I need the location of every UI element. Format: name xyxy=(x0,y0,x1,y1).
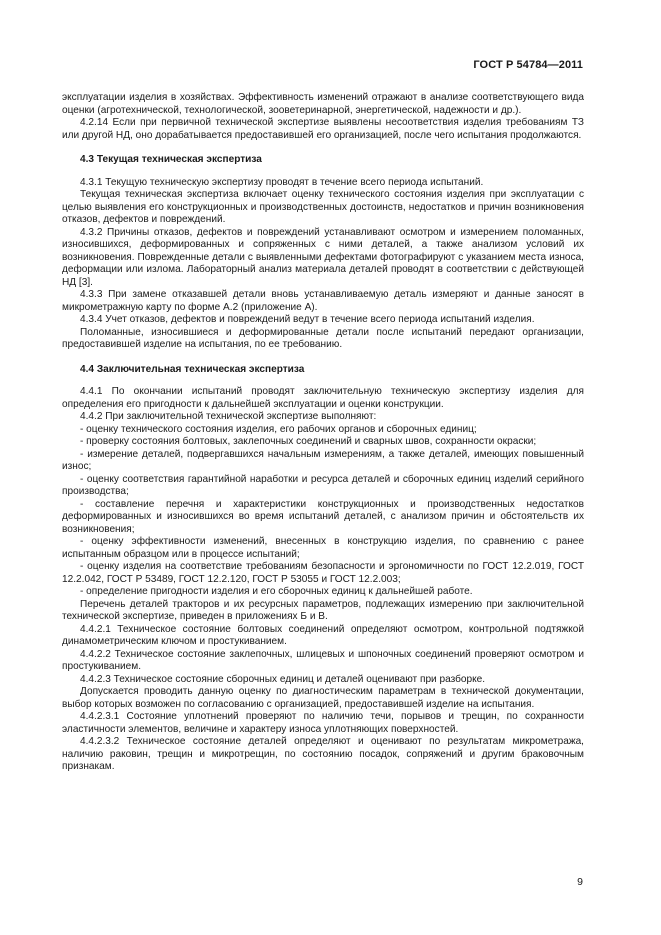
list-item: - оценку технического состояния изделия, его рабочих органов и сборочных единиц; xyxy=(80,423,477,435)
paragraph: 4.3.1 Текущую техническую экспертизу проводят в течение всего периода испытаний. xyxy=(80,176,484,188)
paragraph: 4.4.2.3.1 Состояние уплотнений проверяют по наличию течи, порывов и трещин, по сохранности эластичности элементов, величине и характеру износа уплотняющих поверхностей. xyxy=(62,711,584,735)
paragraph: 4.2.14 Если при первичной технической экспертизе выявлены несоответствия изделия требованиям ТЗ или другой НД, оно дорабатывается предоставившей его организацией, после чего испытания продолжаются. xyxy=(62,117,584,141)
paragraph: Допускается проводить данную оценку по диагностическим параметрам в технической документации, выбор которых возможен по согласованию с организацией, предоставившей изделие на испытания. xyxy=(62,686,584,710)
list-item: - определение пригодности изделия и его сборочных единиц к дальнейшей работе. xyxy=(80,586,473,597)
paragraph: 4.4.2.1 Техническое состояние болтовых соединений определяют осмотром, контрольной подтяжкой динамометрическим ключом и простукиванием. xyxy=(62,623,584,647)
paragraph: 4.4.2 При заключительной технической экспертизе выполняют: xyxy=(80,411,377,422)
paragraph: эксплуатации изделия в хозяйствах. Эффективность изменений отражают в анализе соответствующего вида оценки (агротехнической, технологической, зооветеринарной, энергетической, надежности и др.). xyxy=(62,92,584,116)
paragraph: 4.4.1 По окончании испытаний проводят заключительную техническую экспертизу изделия для определения его пригодности к дальнейшей эксплуатации и оценки конструкции. xyxy=(62,386,584,410)
document-id-header: ГОСТ Р 54784—2011 xyxy=(473,59,583,71)
page-number: 9 xyxy=(577,876,583,888)
section-heading: 4.4 Заключительная техническая экспертиза xyxy=(80,363,305,375)
list-item: - оценку соответствия гарантийной наработки и ресурса деталей и сборочных единиц изделий серийного производства; xyxy=(62,473,584,497)
paragraph: Перечень деталей тракторов и их ресурсных параметров, подлежащих измерению при заключительной технической экспертизе, приведен в приложениях Б и В. xyxy=(62,598,584,622)
list-item: - измерение деталей, подвергавшихся начальным измерениям, а также деталей, имеющих повышенный износ; xyxy=(62,448,584,472)
list-item: - оценку изделия на соответствие требованиям безопасности и эргономичности по ГОСТ 12.2.019, ГОСТ 12.2.042, ГОСТ Р 53489, ГОСТ 12.2.120, ГОСТ Р 53055 и ГОСТ 12.2.003; xyxy=(62,561,584,585)
list-item: - проверку состояния болтовых, заклепочных соединений и сварных швов, сохранности окраски; xyxy=(80,436,537,447)
paragraph: Текущая техническая экспертиза включает оценку технического состояния изделия при эксплуатации с целью выявления его конструкционных и производственных достоинств, недостатков и причин возникновения отказов, дефектов и повреждений. xyxy=(62,189,584,225)
paragraph: 4.3.3 При замене отказавшей детали вновь устанавливаемую деталь измеряют и данные заносят в микрометражную карту по форме А.2 (приложение А). xyxy=(62,289,584,313)
list-item: - составление перечня и характеристики конструкционных и производственных недостатков деформированных и износившихся во время испытаний деталей, с анализом причин и обстоятельств их возникновения; xyxy=(62,498,584,535)
body-text xyxy=(62,92,584,774)
paragraph: 4.4.2.3.2 Техническое состояние деталей определяют и оценивают по результатам микрометража, наличию раковин, трещин и микротрещин, по состоянию посадок, сопряжений и другим браковочным признакам. xyxy=(62,736,584,772)
paragraph: 4.4.2.2 Техническое состояние заклепочных, шлицевых и шпоночных соединений проверяют осмотром и простукиванием. xyxy=(62,648,584,672)
paragraph: 4.3.4 Учет отказов, дефектов и повреждений ведут в течение всего периода испытаний изделия. xyxy=(80,314,535,325)
list-item: - оценку эффективности изменений, внесенных в конструкцию изделия, по сравнению с ранее испытанным образцом или в процессе испытаний; xyxy=(62,536,584,560)
paragraph: Поломанные, износившиеся и деформированные детали после испытаний передают организации, предоставившей изделие на испытания, по ее требованию. xyxy=(62,326,584,350)
section-heading: 4.3 Текущая техническая экспертиза xyxy=(80,154,262,165)
paragraph: 4.3.2 Причины отказов, дефектов и повреждений устанавливают осмотром и измерением поломанных, износившихся, деформированных и сопряженных с ними деталей, а также анализом условий их возникновения. Поврежденные детали с выявленными дефектами фотографируют с указанием места износа, деформации или излома. Лабораторный анализ материала деталей проводят в соответствии с действующей НД [3]. xyxy=(62,226,584,288)
paragraph: 4.4.2.3 Техническое состояние сборочных единиц и деталей оценивают при разборке. xyxy=(80,673,486,685)
